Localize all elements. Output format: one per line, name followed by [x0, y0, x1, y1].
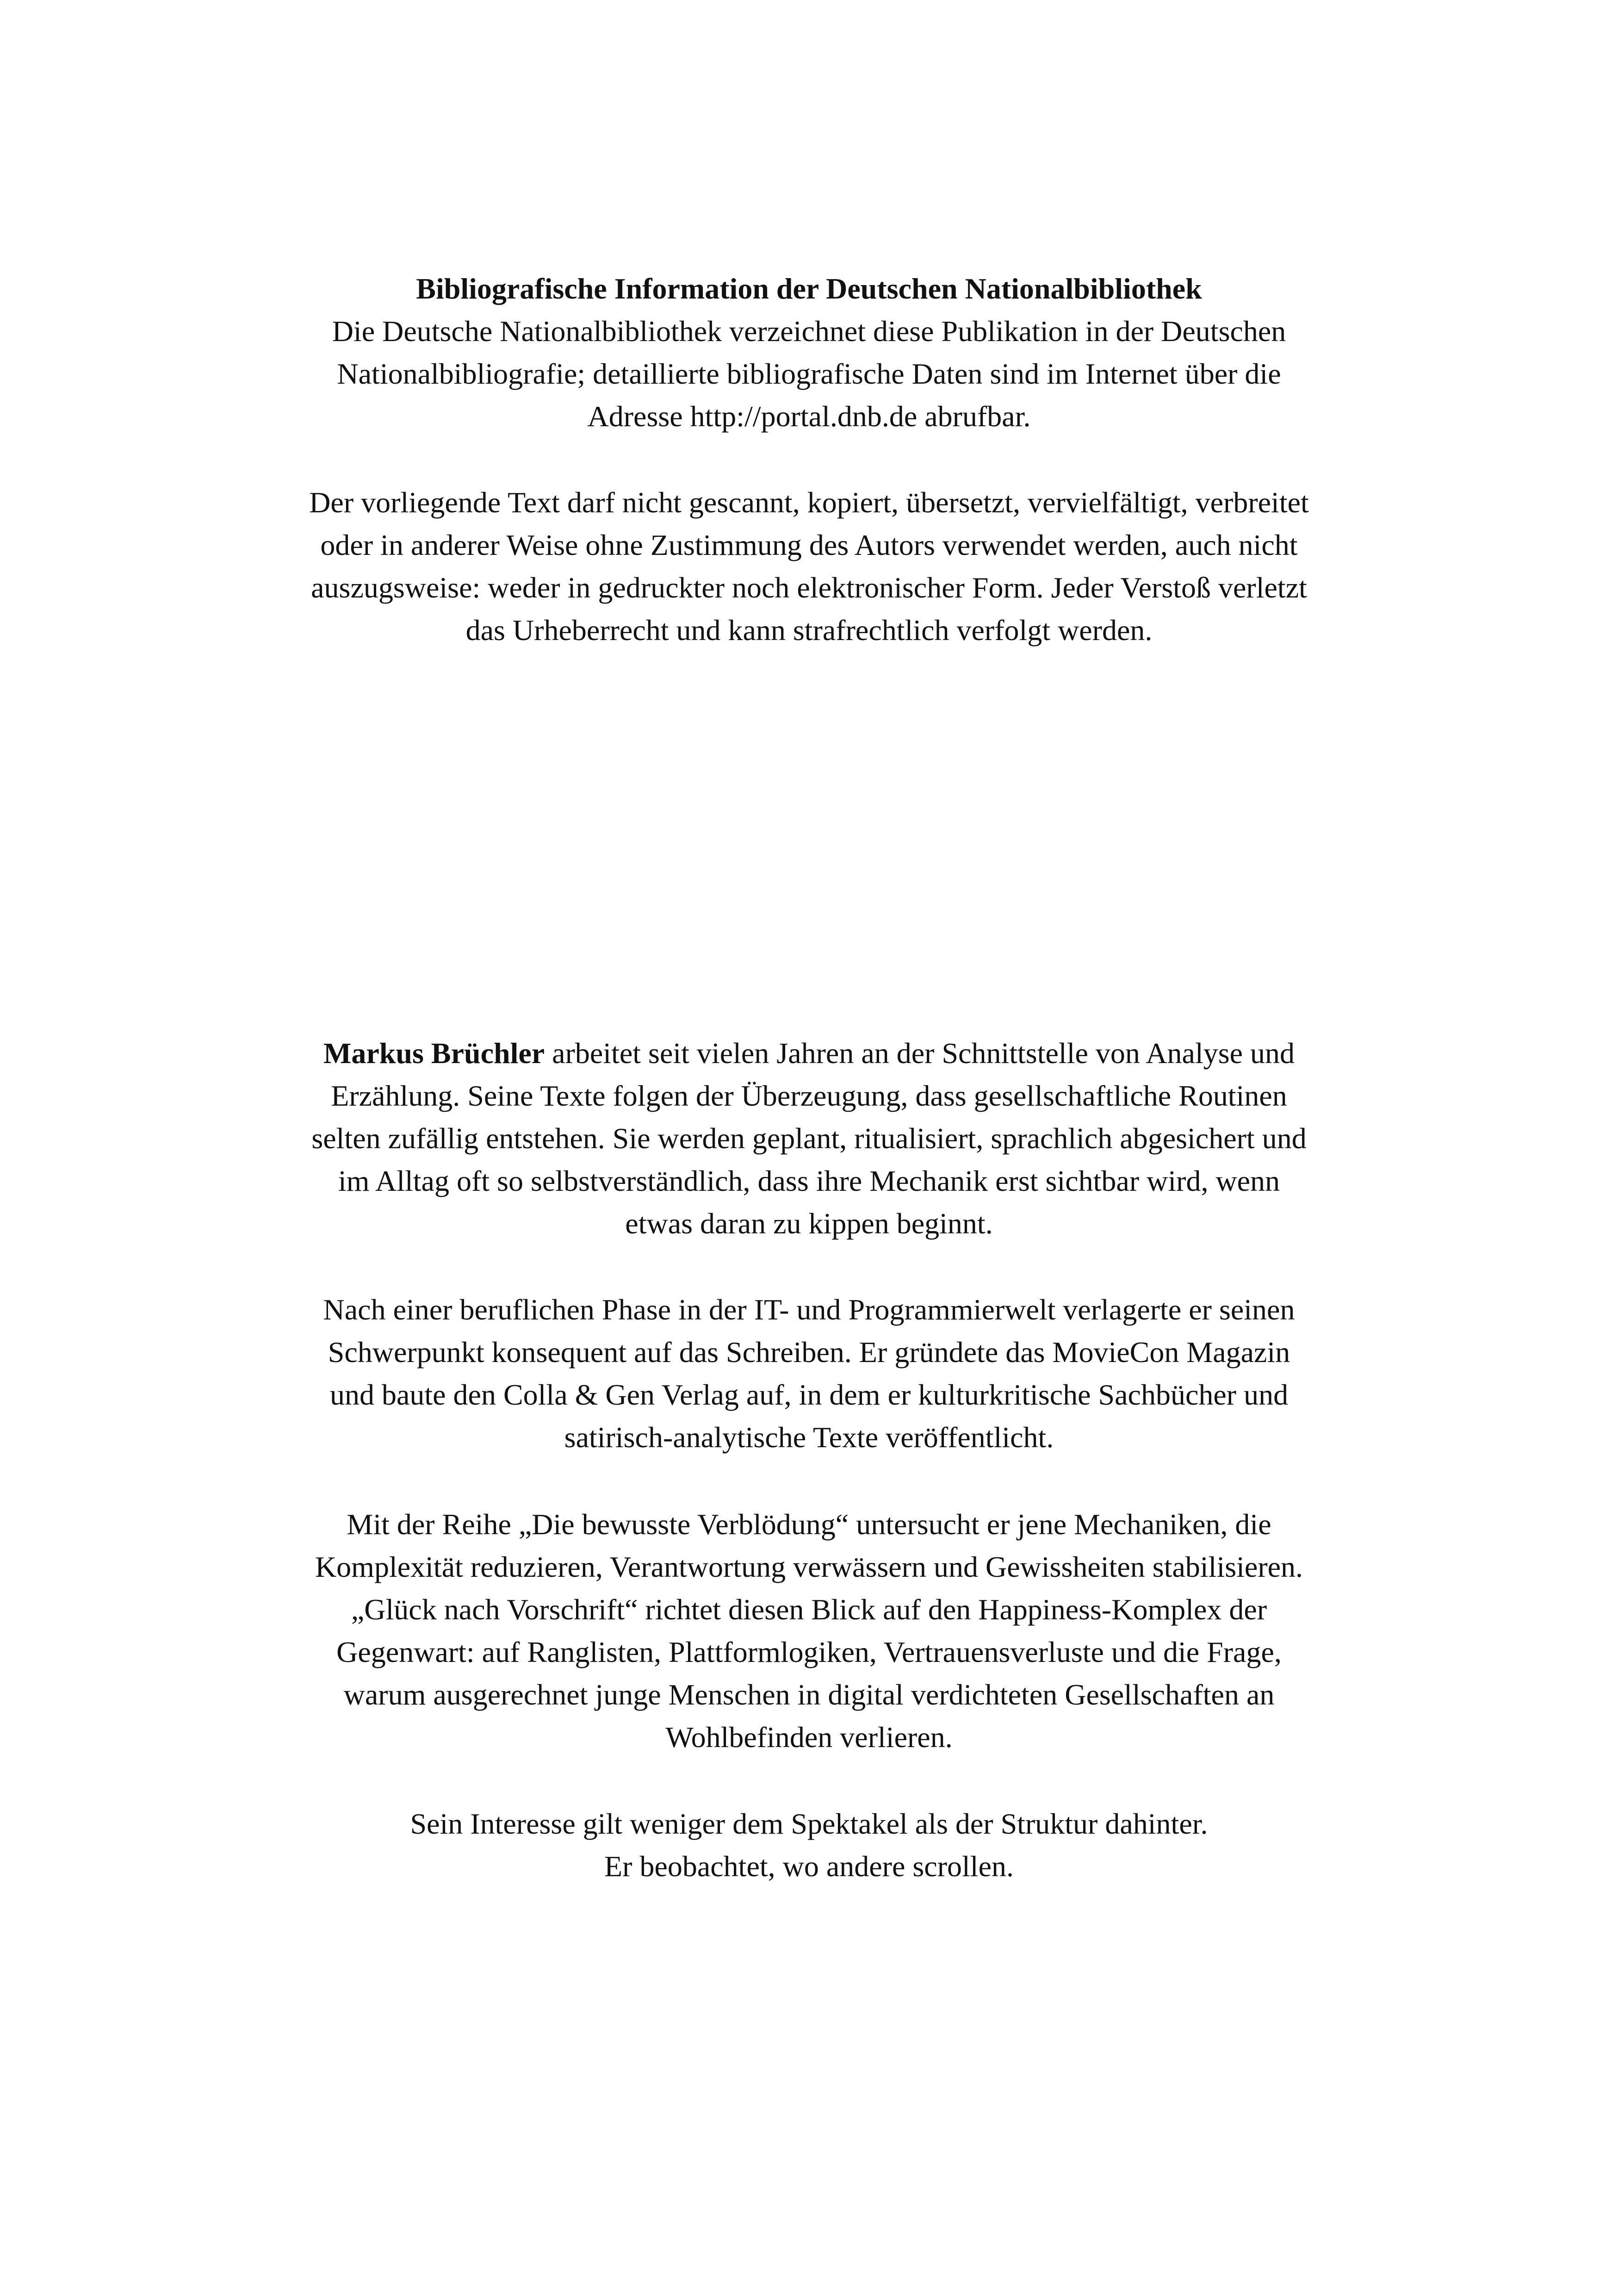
bio-first-line	[139, 1032, 1479, 1075]
bio-line: Erzählung. Seine Texte folgen der Überzeugung, dass gesellschaftliche Routinen	[331, 1079, 1287, 1112]
author-bio-paragraph-2	[139, 1288, 1479, 1459]
bio-first-line-text: arbeitet seit vielen Jahren an der Schnittstelle von Analyse und	[545, 1037, 1295, 1070]
bio-line: Schwerpunkt konsequent auf das Schreiben. Er gründete das MovieCon Magazin	[328, 1336, 1290, 1369]
copyright-line: das Urheberrecht und kann strafrechtlich verfolgt werden.	[465, 614, 1153, 647]
bio-line: selten zufällig entstehen. Sie werden geplant, ritualisiert, sprachlich abgesichert und	[311, 1122, 1307, 1155]
bio-line: Gegenwart: auf Ranglisten, Plattformlogiken, Vertrauensverluste und die Frage,	[336, 1636, 1282, 1668]
copyright-line: oder in anderer Weise ohne Zustimmung des Autors verwendet werden, auch nicht	[320, 529, 1298, 561]
copyright-line: auszugsweise: weder in gedruckter noch elektronischer Form. Jeder Verstoß verletzt	[311, 571, 1307, 604]
bio-line: und baute den Colla & Gen Verlag auf, in dem er kulturkritische Sachbücher und	[329, 1378, 1289, 1411]
bio-line: „Glück nach Vorschrift“ richtet diesen Blick auf den Happiness-Komplex der	[351, 1593, 1267, 1626]
author-bio-paragraph-3	[139, 1503, 1479, 1759]
copyright-notice	[139, 481, 1479, 652]
bio-line: im Alltag oft so selbstverständlich, dass ihre Mechanik erst sichtbar wird, wenn	[338, 1164, 1280, 1197]
bibliographic-heading: Bibliografische Information der Deutschen Nationalbibliothek	[416, 272, 1202, 305]
bio-line: etwas daran zu kippen beginnt.	[625, 1207, 993, 1240]
bio-line: satirisch-analytische Texte veröffentlicht.	[564, 1421, 1054, 1454]
copyright-line: Der vorliegende Text darf nicht gescannt, kopiert, übersetzt, vervielfältigt, verbreitet	[309, 486, 1309, 519]
author-bio-paragraph-4	[139, 1803, 1479, 1888]
author-name: Markus Brüchler	[323, 1037, 545, 1070]
bibliographic-line: Nationalbibliografie; detaillierte bibliografische Daten sind im Internet über die	[337, 357, 1281, 390]
author-bio-paragraph-1	[139, 1032, 1479, 1245]
bibliographic-information	[139, 268, 1479, 438]
bio-line: warum ausgerechnet junge Menschen in digital verdichteten Gesellschaften an	[343, 1678, 1275, 1711]
bio-line: Er beobachtet, wo andere scrollen.	[604, 1850, 1014, 1883]
bibliographic-line: Adresse http://portal.dnb.de abrufbar.	[587, 400, 1031, 433]
bio-line: Wohlbefinden verlieren.	[665, 1721, 953, 1754]
bio-line: Nach einer beruflichen Phase in der IT- und Programmierwelt verlagerte er seinen	[323, 1293, 1295, 1326]
bio-line: Mit der Reihe „Die bewusste Verblödung“ untersucht er jene Mechaniken, die	[347, 1508, 1271, 1541]
bibliographic-line: Die Deutsche Nationalbibliothek verzeichnet diese Publikation in der Deutschen	[332, 315, 1286, 348]
bio-line: Sein Interesse gilt weniger dem Spektakel als der Struktur dahinter.	[410, 1807, 1208, 1840]
bio-line: Komplexität reduzieren, Verantwortung verwässern und Gewissheiten stabilisieren.	[315, 1550, 1303, 1583]
